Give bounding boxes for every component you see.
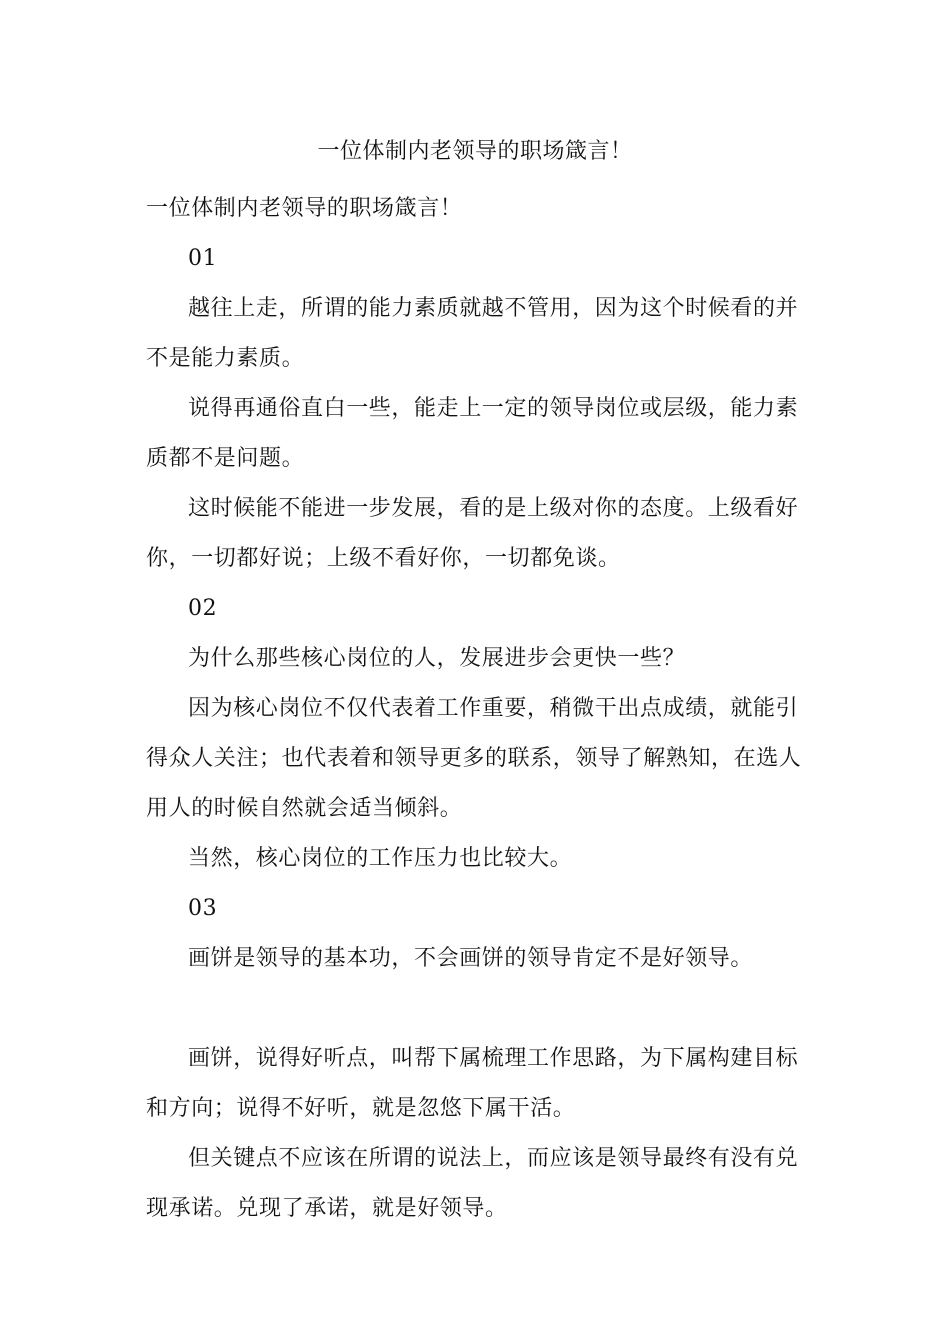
paragraph: 为什么那些核心岗位的人，发展进步会更快一些？ (188, 646, 686, 671)
paragraph: 越往上走，所谓的能力素质就越不管用，因为这个时候看的并不是能力素质。 (146, 296, 799, 371)
paragraph: 画饼，说得好听点，叫帮下属梳理工作思路，为下属构建目标和方向；说得不好听，就是忽悠下属干活。 (146, 1046, 799, 1121)
paragraph: 这时候能不能进一步发展，看的是上级对你的态度。上级看好你，一切都好说；上级不看好你，一切都免谈。 (146, 496, 799, 571)
section-number-03: 03 (188, 896, 218, 921)
paragraph: 但关键点不应该在所谓的说法上，而应该是领导最终有没有兑现承诺。兑现了承诺，就是好领导。 (146, 1146, 799, 1221)
blank-line (146, 984, 812, 1034)
section-number-02: 02 (188, 596, 218, 621)
paragraph: 画饼是领导的基本功，不会画饼的领导肯定不是好领导。 (188, 946, 754, 971)
paragraph: 说得再通俗直白一些，能走上一定的领导岗位或层级，能力素质都不是问题。 (146, 396, 799, 471)
section-number-01: 01 (188, 246, 218, 271)
document-body (146, 184, 812, 1234)
paragraph: 当然，核心岗位的工作压力也比较大。 (188, 846, 573, 871)
paragraph: 因为核心岗位不仅代表着工作重要，稍微干出点成绩，就能引得众人关注；也代表着和领导更多的联系，领导了解熟知，在选人用人的时候自然就会适当倾斜。 (146, 696, 802, 821)
document-title: 一位体制内老领导的职场箴言！ (317, 139, 633, 164)
paragraph-repeat-title: 一位体制内老领导的职场箴言！ (146, 196, 463, 221)
